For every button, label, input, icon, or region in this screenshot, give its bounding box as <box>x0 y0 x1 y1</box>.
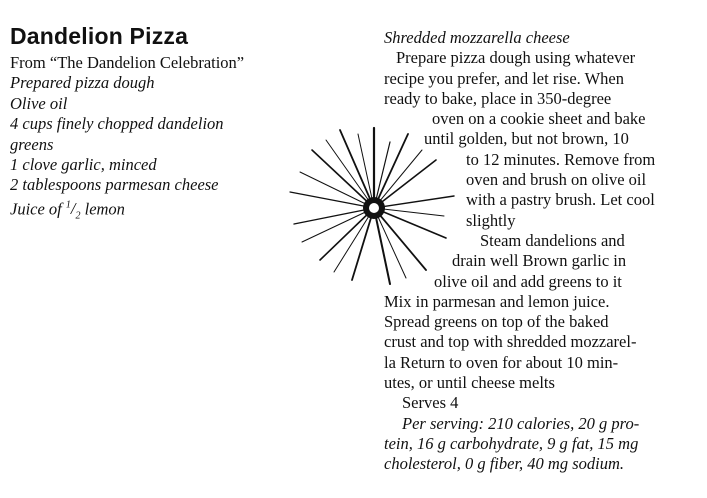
method-line: Spread greens on top of the baked <box>384 312 609 332</box>
method-line: Mix in parmesan and lemon juice. <box>384 291 610 311</box>
method-line: oven on a cookie sheet and bake <box>432 109 646 129</box>
fraction-numerator: 1 <box>65 199 71 211</box>
method-line: crust and top with shredded mozzarel- <box>384 332 637 352</box>
nutrition-line: cholesterol, 0 g fiber, 40 mg sodium. <box>384 454 624 474</box>
method-line: ready to bake, place in 350-degree <box>384 88 612 108</box>
fraction-slash: / <box>70 199 76 219</box>
method-line: Steam dandelions and <box>480 230 625 250</box>
ingredient-item: Olive oil <box>10 93 68 113</box>
ingredient-item-lemon <box>10 196 310 227</box>
recipe-source: From “The Dandelion Celebration” <box>10 53 245 72</box>
nutrition-line: Per serving: 210 calories, 20 g pro- <box>402 413 640 433</box>
method-line: recipe you prefer, and let rise. When <box>384 68 625 88</box>
method-line: to 12 minutes. Remove from <box>466 149 656 169</box>
lemon-suffix: lemon <box>80 199 125 219</box>
right-ingredient: Shredded mozzarella cheese <box>384 28 570 47</box>
nutrition-line: tein, 16 g carbohydrate, 9 g fat, 15 mg <box>384 433 639 453</box>
method-line: la Return to oven for about 10 min- <box>384 352 619 372</box>
method-line: until golden, but not brown, 10 <box>424 129 629 149</box>
ingredient-item: 2 tablespoons parmesan cheese <box>10 175 219 195</box>
method-line: slightly <box>466 210 516 230</box>
method-line: with a pastry brush. Let cool <box>466 190 655 210</box>
lemon-prefix: Juice of <box>10 199 66 219</box>
ingredient-item: 4 cups finely chopped dandelion <box>10 114 224 134</box>
recipe-title: Dandelion Pizza <box>10 23 189 49</box>
lemon-fraction <box>65 199 81 222</box>
ingredient-item: Prepared pizza dough <box>10 73 155 93</box>
method-line: utes, or until cheese melts <box>384 373 555 393</box>
ingredients-column <box>10 53 310 227</box>
method-line: oven and brush on olive oil <box>466 170 647 190</box>
method-column <box>384 28 704 475</box>
ingredient-item: greens <box>10 134 54 154</box>
ingredient-item: 1 clove garlic, minced <box>10 155 157 175</box>
method-line: Prepare pizza dough using whatever <box>396 48 636 68</box>
serves-line: Serves 4 <box>402 393 459 413</box>
method-line: drain well Brown garlic in <box>452 251 627 271</box>
method-line: olive oil and add greens to it <box>434 271 622 291</box>
fraction-denominator: 2 <box>75 210 81 222</box>
